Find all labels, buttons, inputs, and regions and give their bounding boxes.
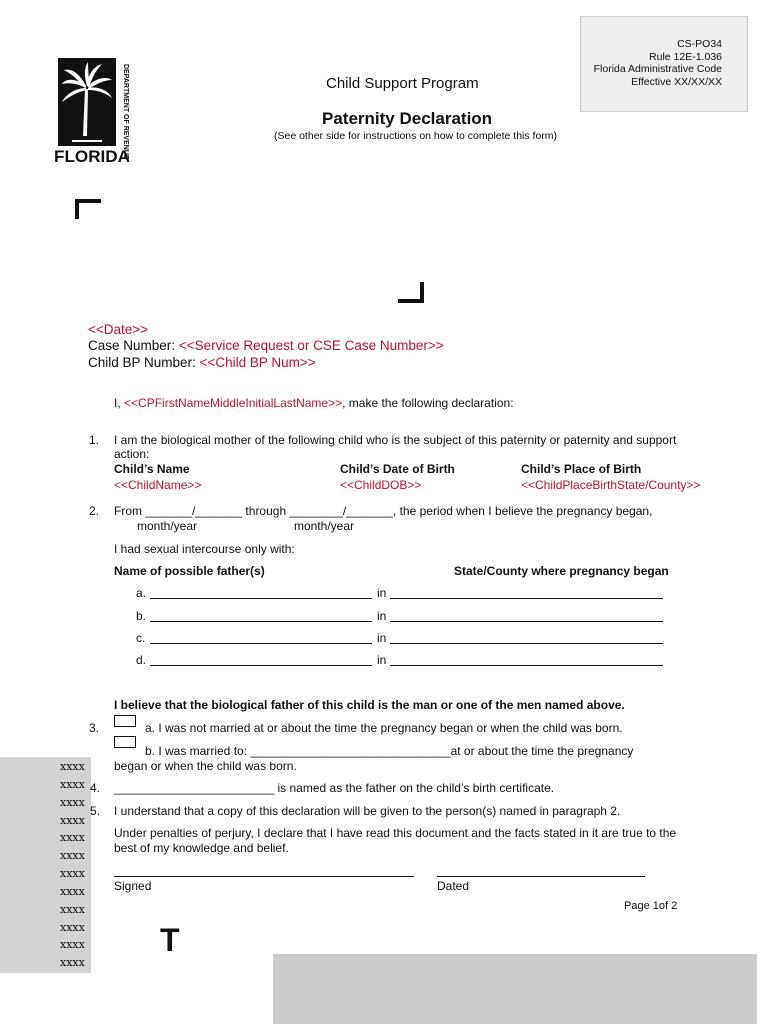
case-number-value: <<Service Request or CSE Case Number>> xyxy=(178,338,444,353)
father-row-letter: a. xyxy=(136,586,147,600)
child-name-value: <<ChildName>> xyxy=(114,478,202,492)
page-subtitle: (See other side for instructions on how to complete this form) xyxy=(274,130,558,142)
declarant-name: <<CPFirstNameMiddleInitialLastName>> xyxy=(124,396,343,410)
margin-mark: xxxx xyxy=(60,814,85,827)
margin-mark: xxxx xyxy=(60,956,85,969)
case-number-label: Case Number: xyxy=(88,338,179,353)
dated-label: Dated xyxy=(437,879,470,893)
registration-mark: T xyxy=(160,922,180,958)
child-bp-label: Child BP Number: xyxy=(88,355,200,370)
declaration-line xyxy=(114,396,514,410)
margin-mark: xxxx xyxy=(60,903,85,916)
page-number: Page 1of 2 xyxy=(624,900,678,912)
belief-statement: I believe that the biological father of this child is the man or one of the men named above. xyxy=(114,698,625,712)
state-county-line[interactable] xyxy=(390,598,663,599)
margin-mark: xxxx xyxy=(60,796,85,809)
father-row-letter: b. xyxy=(136,609,147,623)
date-line[interactable] xyxy=(437,876,645,877)
declaration-suffix: , make the following declaration: xyxy=(342,396,514,410)
child-dob-value: <<ChildDOB>> xyxy=(340,478,422,492)
father-name-line[interactable] xyxy=(150,598,372,599)
item1-text: I am the biological mother of the following child who is the subject of this paternity or paternity and support xyxy=(114,433,677,447)
father-name-line[interactable] xyxy=(150,665,372,666)
form-info xyxy=(594,38,722,88)
birth-certificate-text[interactable]: ________________________ is named as the father on the child’s birth certificate. xyxy=(114,781,555,795)
pregnancy-period-line[interactable]: From _______/_______ through ________/_______, the period when I believe the pregnancy began, xyxy=(114,504,653,518)
father-name-line[interactable] xyxy=(150,643,372,644)
intercourse-text: I had sexual intercourse only with: xyxy=(114,542,295,556)
item2-number: 2. xyxy=(89,504,100,518)
form-code: CS-PO34 xyxy=(677,38,722,50)
state-county-line[interactable] xyxy=(390,643,663,644)
perjury-text-cont: best of my knowledge and belief. xyxy=(114,841,289,855)
child-bp-line xyxy=(88,355,316,370)
page-title: Paternity Declaration xyxy=(322,109,493,128)
florida-dor-logo xyxy=(50,56,134,166)
not-married-text: a. I was not married at or about the time the pregnancy began or when the child was born. xyxy=(145,721,623,735)
logo-state-text: FLORIDA xyxy=(54,147,130,166)
form-rule: Rule 12E-1.036 xyxy=(649,50,722,63)
margin-mark: xxxx xyxy=(60,849,85,862)
logo-dept-text: DEPARTMENT OF REVENUE xyxy=(122,64,129,160)
date-field: <<Date>> xyxy=(88,322,149,337)
form-admin-code: Florida Administrative Code xyxy=(593,63,722,75)
father-name-line[interactable] xyxy=(150,621,372,622)
married-text[interactable]: b. I was married to: ______________________________at or about the time the pregnancy xyxy=(145,744,634,758)
margin-mark: xxxx xyxy=(60,921,85,934)
father-row-in: in xyxy=(377,586,387,600)
married-checkbox[interactable] xyxy=(114,736,136,748)
perjury-text: Under penalties of perjury, I declare that I have read this document and the facts stated in it are true to the xyxy=(114,826,677,840)
margin-mark: xxxx xyxy=(60,867,85,880)
child-place-value: <<ChildPlaceBirthState/County>> xyxy=(521,478,701,492)
item1-number: 1. xyxy=(89,433,100,447)
margin-mark: xxxx xyxy=(60,938,85,951)
possible-father-header: Name of possible father(s) xyxy=(114,564,265,578)
item4-number: 4. xyxy=(90,781,101,795)
form-effective: Effective XX/XX/XX xyxy=(631,75,722,88)
item1-text-cont: action: xyxy=(114,447,150,461)
margin-mark: xxxx xyxy=(60,831,85,844)
margin-mark: xxxx xyxy=(60,778,85,791)
child-dob-header: Child’s Date of Birth xyxy=(340,462,455,476)
bottom-grey-block xyxy=(273,954,757,1024)
father-row-letter: d. xyxy=(136,653,147,667)
child-name-header: Child’s Name xyxy=(114,462,190,476)
copy-notice-text: I understand that a copy of this declaration will be given to the person(s) named in paragraph 2. xyxy=(114,804,621,818)
not-married-checkbox[interactable] xyxy=(114,715,136,727)
item3-number: 3. xyxy=(89,721,100,735)
address-bracket-bottom-right xyxy=(398,282,424,303)
state-county-header: State/County where pregnancy began xyxy=(454,564,669,578)
margin-mark: xxxx xyxy=(60,885,85,898)
child-place-header: Child’s Place of Birth xyxy=(521,462,642,476)
father-row-letter: c. xyxy=(136,631,146,645)
item5-number: 5. xyxy=(90,804,101,818)
father-row-in: in xyxy=(377,653,387,667)
child-bp-value: <<Child BP Num>> xyxy=(199,355,316,370)
father-row-in: in xyxy=(377,609,387,623)
month-year-label-2: month/year xyxy=(294,519,355,533)
signature-line[interactable] xyxy=(114,876,414,877)
father-row-in: in xyxy=(377,631,387,645)
married-text-cont: began or when the child was born. xyxy=(114,759,297,773)
state-county-line[interactable] xyxy=(390,621,663,622)
signed-label: Signed xyxy=(114,879,152,893)
month-year-label-1: month/year xyxy=(137,519,198,533)
case-number-line xyxy=(88,338,444,353)
margin-mark: xxxx xyxy=(60,760,85,773)
state-county-line[interactable] xyxy=(390,665,663,666)
program-name: Child Support Program xyxy=(326,75,479,92)
declaration-prefix: I, xyxy=(114,396,125,410)
address-bracket-top-left xyxy=(75,199,101,219)
